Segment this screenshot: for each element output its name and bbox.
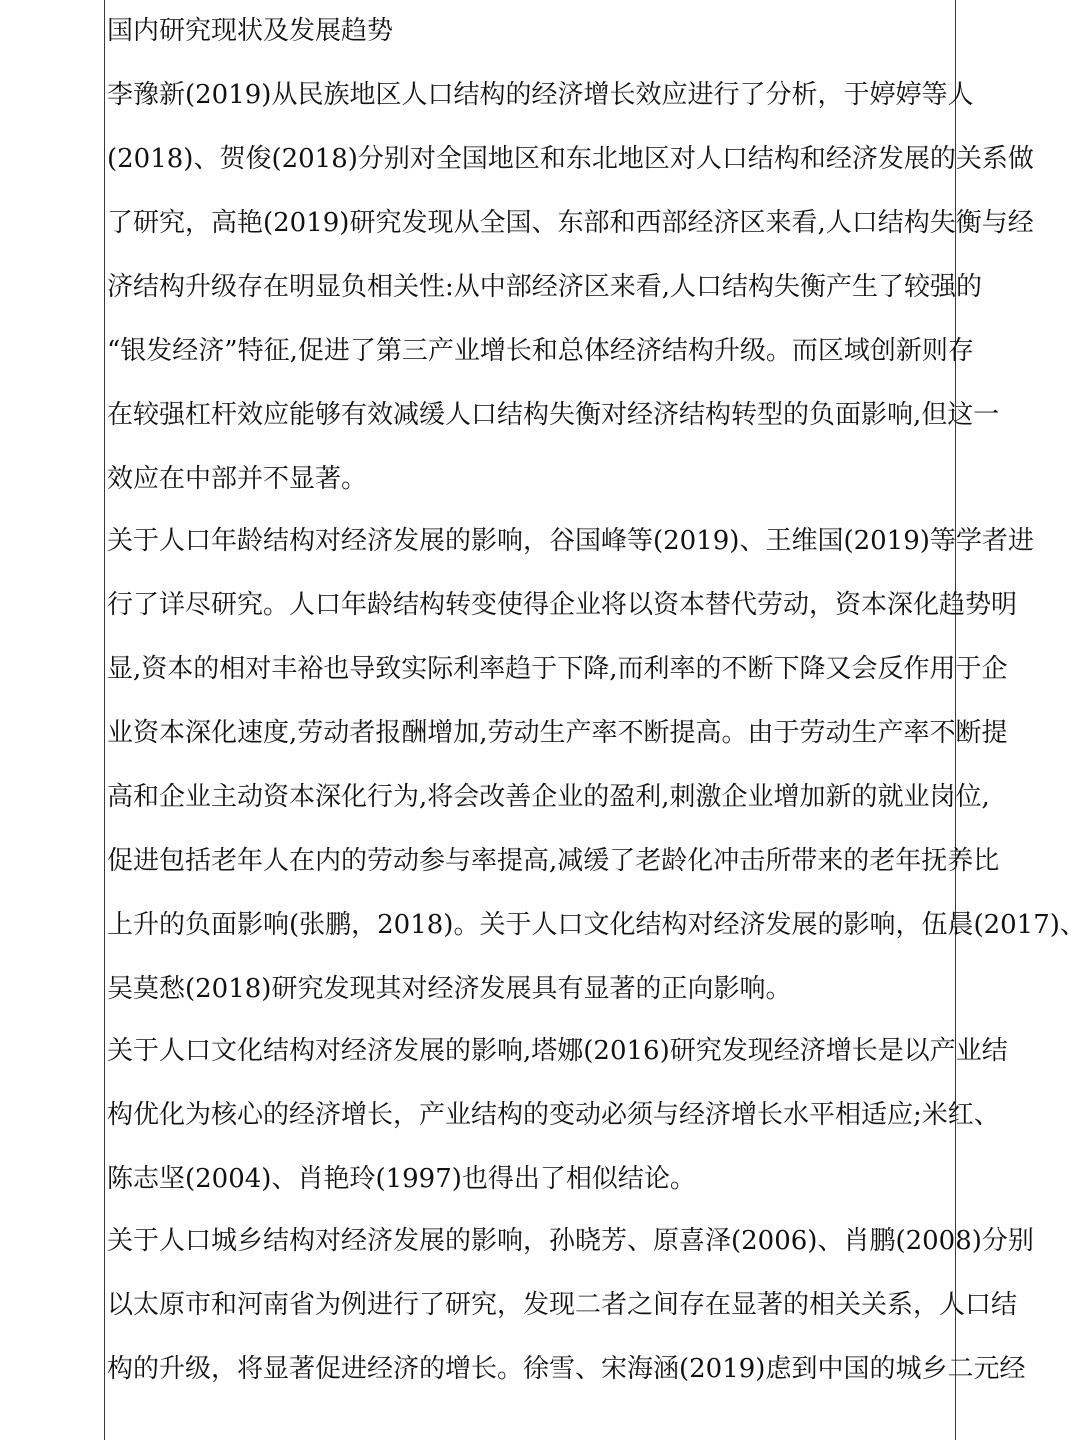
paragraph-1-line-2: (2018)、贺俊(2018)分别对全国地区和东北地区对人口结构和经济发展的关系做: [107, 144, 1034, 174]
paragraph-1-line-3: 了研究，高艳(2019)研究发现从全国、东部和西部经济区来看,人口结构失衡与经: [107, 208, 1034, 238]
document-heading: 国内研究现状及发展趋势: [107, 16, 394, 46]
paragraph-3-line-1: 关于人口文化结构对经济发展的影响,塔娜(2016)研究发现经济增长是以产业结: [107, 1036, 1008, 1066]
paragraph-2-line-4: 业资本深化速度,劳动者报酬增加,劳动生产率不断提高。由于劳动生产率不断提: [107, 718, 1008, 748]
paragraph-2-line-5: 高和企业主动资本深化行为,将会改善企业的盈利,刺激企业增加新的就业岗位,: [107, 782, 990, 812]
paragraph-1-line-7: 效应在中部并不显著。: [107, 464, 368, 494]
paragraph-1-line-5: “银发经济”特征,促进了第三产业增长和总体经济结构升级。而区域创新则存: [107, 336, 974, 366]
paragraph-4-line-2: 以太原市和河南省为例进行了研究，发现二者之间存在显著的相关关系，人口结: [107, 1290, 1018, 1320]
paragraph-3-line-2: 构优化为核心的经济增长，产业结构的变动必须与经济增长水平相适应;米红、: [107, 1100, 1000, 1130]
paragraph-2-line-8: 吴莫愁(2018)研究发现其对经济发展具有显著的正向影响。: [107, 974, 792, 1004]
paragraph-4-line-3: 构的升级，将显著促进经济的增长。徐雪、宋海涵(2019)虑到中国的城乡二元经: [107, 1354, 1026, 1384]
paragraph-1-line-6: 在较强杠杆效应能够有效减缓人口结构失衡对经济结构转型的负面影响,但这一: [107, 400, 1000, 430]
paragraph-2-line-7: 上升的负面影响(张鹏，2018)。关于人口文化结构对经济发展的影响，伍晨(2017)、: [107, 910, 1086, 940]
paragraph-4-line-1: 关于人口城乡结构对经济发展的影响，孙晓芳、原喜泽(2006)、肖鹏(2008)分别: [107, 1226, 1034, 1256]
paragraph-1-line-4: 济结构升级存在明显负相关性:从中部经济区来看,人口结构失衡产生了较强的: [107, 272, 983, 302]
paragraph-2-line-6: 促进包括老年人在内的劳动参与率提高,减缓了老龄化冲击所带来的老年抚养比: [107, 846, 1000, 876]
paragraph-3-line-3: 陈志坚(2004)、肖艳玲(1997)也得出了相似结论。: [107, 1164, 696, 1194]
paragraph-2-line-2: 行了详尽研究。人口年龄结构转变使得企业将以资本替代劳动，资本深化趋势明: [107, 590, 1018, 620]
paragraph-2-line-1: 关于人口年龄结构对经济发展的影响，谷国峰等(2019)、王维国(2019)等学者进: [107, 526, 1034, 556]
paragraph-2-line-3: 显,资本的相对丰裕也导致实际利率趋于下降,而利率的不断下降又会反作用于企: [107, 654, 1008, 684]
paragraph-1-line-1: 李豫新(2019)从民族地区人口结构的经济增长效应进行了分析，于婷婷等人: [107, 80, 974, 110]
